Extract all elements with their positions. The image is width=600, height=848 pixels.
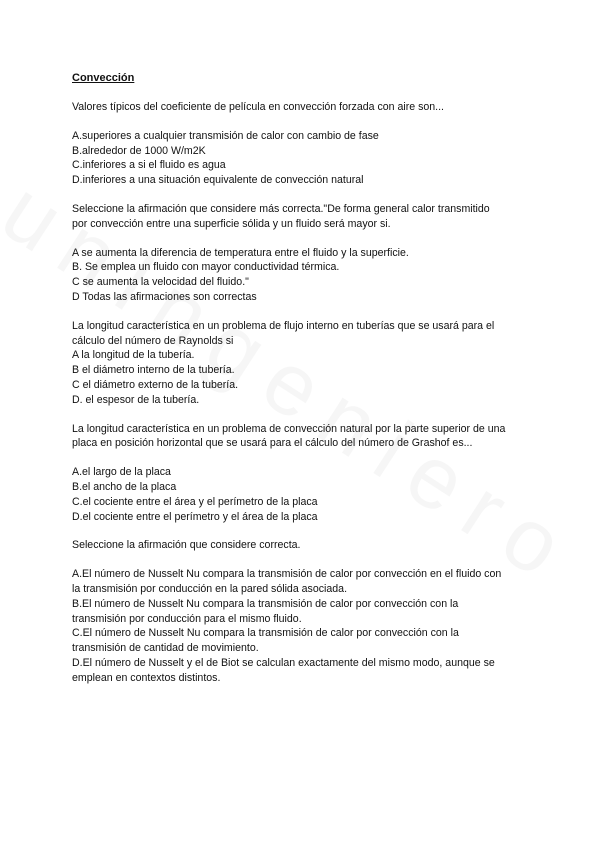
answer-option-a: A se aumenta la diferencia de temperatura entre el fluido y la superficie. (72, 246, 409, 259)
answer-option-d: D Todas las afirmaciones son correctas (72, 290, 257, 303)
question-stem: Seleccione la afirmación que considere correcta. (72, 539, 301, 552)
question-stem: placa en posición horizontal que se usará para el cálculo del número de Grashof es... (72, 437, 473, 450)
answer-option-c: C el diámetro externo de la tubería. (72, 378, 239, 391)
answer-option-d: D.El número de Nusselt y el de Biot se calculan exactamente del mismo modo, aunque se (72, 656, 495, 669)
answer-option-b: B.el ancho de la placa (72, 480, 177, 493)
question-stem: cálculo del número de Raynolds si (72, 334, 234, 347)
answer-option-b: B.alrededor de 1000 W/m2K (72, 144, 206, 157)
question-1 (72, 100, 542, 188)
question-3 (72, 319, 542, 408)
answer-option-b-cont: transmisión por conducción para el mismo fluido. (72, 612, 302, 625)
answer-option-b: B.El número de Nusselt Nu compara la transmisión de calor por convección con la (72, 597, 459, 610)
answer-option-d: D. el espesor de la tubería. (72, 393, 200, 406)
answer-option-c: C.El número de Nusselt Nu compara la transmisión de calor por convección con la (72, 627, 459, 640)
answer-option-d: D.inferiores a una situación equivalente de convección natural (72, 174, 364, 187)
answer-option-a-cont: la transmisión por conducción en la pared sólida asociada. (72, 582, 348, 595)
answer-option-c: C se aumenta la velocidad del fluido." (72, 276, 249, 289)
question-stem: por convección entre una superficie sólida y un fluido será mayor si. (72, 217, 391, 230)
answer-option-a: A.el largo de la placa (72, 466, 171, 479)
question-4 (72, 422, 542, 525)
question-stem: La longitud característica en un problema de convección natural por la parte superior de una (72, 422, 506, 435)
answer-option-c: C.el cociente entre el área y el perímetro de la placa (72, 495, 318, 508)
question-stem: La longitud característica en un problema de flujo interno en tuberías que se usará para el (72, 319, 495, 332)
answer-option-c-cont: transmisión de cantidad de movimiento. (72, 642, 259, 655)
answer-option-b: B el diámetro interno de la tubería. (72, 364, 235, 377)
answer-option-c: C.inferiores a si el fluido es agua (72, 159, 226, 172)
answer-option-b: B. Se emplea un fluido con mayor conductividad térmica. (72, 261, 340, 274)
question-5 (72, 538, 542, 685)
page-title: Convección (72, 72, 135, 84)
answer-option-a: A la longitud de la tubería. (72, 349, 195, 362)
answer-option-d-cont: emplean en contextos distintos. (72, 671, 221, 684)
answer-option-a: A.superiores a cualquier transmisión de calor con cambio de fase (72, 129, 379, 142)
question-2 (72, 202, 542, 305)
question-stem: Valores típicos del coeficiente de película en convección forzada con aire son... (72, 101, 444, 113)
question-stem: Seleccione la afirmación que considere más correcta."De forma general calor transmitido (72, 202, 490, 215)
answer-option-a: A.El número de Nusselt Nu compara la transmisión de calor por convección en el fluido con (72, 568, 502, 581)
answer-option-d: D.el cociente entre el perímetro y el área de la placa (72, 510, 318, 523)
document-page (72, 71, 542, 700)
